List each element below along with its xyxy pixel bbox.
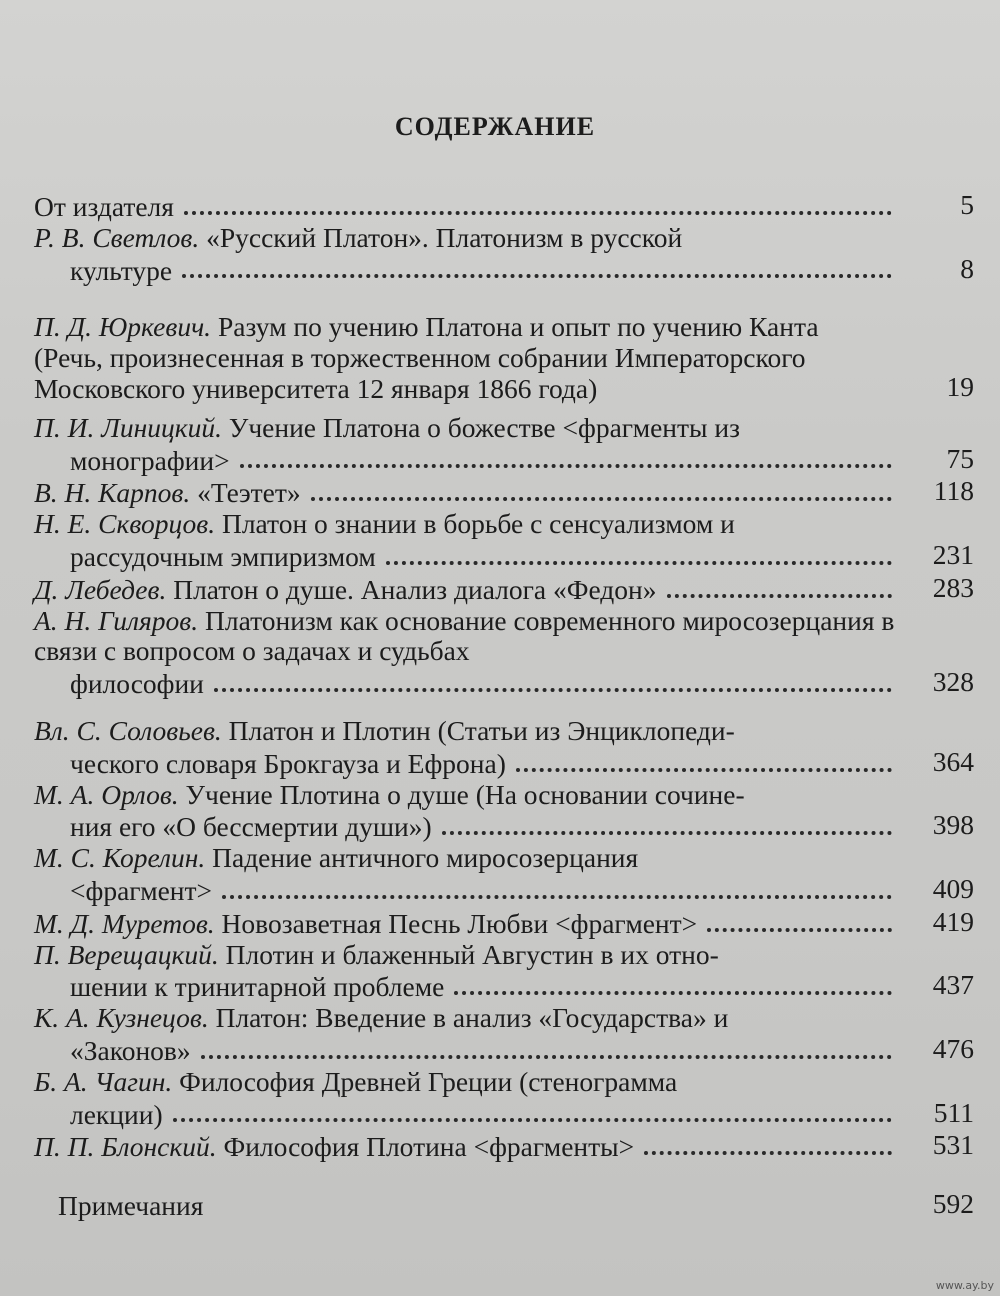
dot-leader [442, 831, 892, 835]
dot-leader [184, 211, 892, 215]
toc-entry [58, 1189, 974, 1222]
entry-author: Н. Е. Скворцов. [34, 508, 216, 540]
dot-leader [311, 497, 892, 501]
entry-title: П. Д. Юркевич. Разум по учению Платона и опыт по учению Канта (Речь, произнесенная в торжественном собрании Императорского Московского университета 12 января 1866 года) [34, 311, 819, 404]
toc-entry-continuation [34, 810, 974, 843]
toc-entry [34, 1130, 974, 1163]
dot-leader [707, 928, 892, 932]
toc-entry-continuation [34, 667, 974, 700]
page-number: 231 [932, 538, 974, 570]
dot-leader [667, 594, 892, 598]
entry-author: К. А. Кузнецов. [34, 1002, 209, 1034]
entry-title: Вл. С. Соловьев. Платон и Плотин (Статьи из Энциклопеди- [34, 714, 735, 746]
page-number: 592 [932, 1188, 974, 1220]
dot-leader [240, 464, 892, 468]
toc-entry-continuation [34, 1098, 974, 1131]
entry-title: Д. Лебедев. Платон о душе. Анализ диалога «Федон» [34, 573, 657, 605]
page-number: 364 [932, 745, 974, 777]
toc-entry [34, 606, 974, 668]
entry-continuation: монографии> [70, 444, 230, 476]
entry-title: М. С. Корелин. Падение античного миросозерцания [34, 842, 639, 874]
entry-author: П. И. Линицкий. [34, 411, 222, 443]
toc-entry [34, 1067, 974, 1098]
entry-continuation: ческого словаря Брокгауза и Ефрона) [70, 747, 506, 779]
entry-author: А. Н. Гиляров. [34, 604, 199, 636]
watermark: www.ay.by [935, 1279, 994, 1292]
page-number: 511 [933, 1096, 974, 1128]
dot-leader [454, 991, 892, 995]
page-number: 476 [932, 1032, 974, 1064]
toc-entry [34, 573, 974, 606]
toc-entry-continuation [34, 970, 974, 1003]
entry-continuation: «Законов» [70, 1034, 191, 1066]
toc-entry [34, 716, 974, 747]
page-number: 531 [932, 1129, 974, 1161]
toc-entry [34, 509, 974, 540]
entry-title: А. Н. Гиляров. Платонизм как основание современного миросозерцания в связи с вопросом о задачах и судьбах [34, 604, 895, 667]
entry-title: П. И. Линицкий. Учение Платона о божестве <фрагменты из [34, 411, 740, 443]
toc-entry [34, 907, 974, 940]
toc-entry [34, 780, 974, 811]
toc-entry [34, 476, 974, 509]
entry-title: От издателя [34, 191, 174, 222]
entry-title: В. Н. Карпов. «Теэтет» [34, 477, 301, 509]
entry-title: Р. В. Светлов. «Русский Платон». Платонизм в русской [34, 221, 683, 253]
dot-leader [386, 561, 892, 565]
entry-continuation: философии [70, 668, 204, 700]
entry-title: Б. А. Чагин. Философия Древней Греции (стенограмма [34, 1065, 678, 1097]
toc-entry-continuation [34, 747, 974, 780]
entry-author: Вл. С. Соловьев. [34, 714, 222, 746]
dot-leader [201, 1055, 892, 1059]
entry-author: М. А. Орлов. [34, 778, 179, 810]
page-number: 419 [932, 905, 974, 937]
page-number: 19 [946, 370, 974, 402]
entry-continuation: ния его «О бессмертии души») [70, 811, 432, 843]
entry-author: Б. А. Чагин. [34, 1065, 173, 1097]
page-number: 283 [932, 571, 974, 603]
entry-author: П. Верещацкий. [34, 938, 219, 970]
entry-author: В. Н. Карпов. [34, 477, 191, 509]
table-of-contents [34, 190, 974, 1222]
dot-leader [222, 895, 892, 899]
entry-title: М. А. Орлов. Учение Плотина о душе (На основании сочине- [34, 778, 745, 810]
entry-author: Д. Лебедев. [34, 573, 167, 605]
toc-entry [34, 940, 974, 971]
toc-entry [34, 223, 974, 254]
entry-author: М. С. Корелин. [34, 842, 206, 874]
toc-entry-continuation [34, 540, 974, 573]
page-number: 398 [932, 809, 974, 841]
toc-entry [34, 190, 974, 223]
dot-leader [214, 688, 892, 692]
page-number: 328 [932, 666, 974, 698]
page-title: СОДЕРЖАНИЕ [394, 112, 596, 141]
entry-continuation: шении к тринитарной проблеме [70, 971, 445, 1003]
entry-title: Примечания [58, 1190, 204, 1222]
page-number: 8 [960, 252, 974, 284]
toc-entry [34, 1003, 974, 1034]
dot-leader [182, 274, 892, 278]
entry-author: М. Д. Муретов. [34, 907, 215, 939]
entry-continuation: культуре [70, 254, 173, 286]
entry-author: П. П. Блонский. [34, 1131, 217, 1163]
dot-leader [644, 1151, 892, 1155]
page-number: 5 [960, 189, 974, 220]
toc-entry [34, 312, 974, 404]
dot-leader [516, 768, 892, 772]
page-number: 75 [946, 442, 974, 474]
entry-title: К. А. Кузнецов. Платон: Введение в анализ «Государства» и [34, 1002, 729, 1034]
entry-author: Р. В. Светлов. [34, 221, 200, 253]
entry-continuation: <фрагмент> [70, 874, 213, 906]
toc-entry-continuation [34, 1034, 974, 1067]
entry-title: Н. Е. Скворцов. Платон о знании в борьбе с сенсуализмом и [34, 508, 735, 540]
entry-continuation: рассудочным эмпиризмом [70, 540, 376, 572]
entry-continuation: лекции) [70, 1098, 163, 1130]
toc-entry-continuation [34, 874, 974, 907]
toc-entry-continuation [34, 444, 974, 477]
page-number: 437 [932, 969, 974, 1001]
toc-entry [34, 413, 974, 444]
entry-title: П. Верещацкий. Плотин и блаженный Августин в их отно- [34, 938, 719, 970]
entry-title: М. Д. Муретов. Новозаветная Песнь Любви <фрагмент> [34, 907, 698, 939]
toc-entry [34, 843, 974, 874]
toc-entry-continuation [34, 254, 974, 287]
dot-leader [173, 1118, 892, 1122]
page-number: 118 [933, 475, 974, 507]
entry-author: П. Д. Юркевич. [34, 311, 212, 343]
page-number: 409 [932, 872, 974, 904]
entry-title: П. П. Блонский. Философия Плотина <фрагменты> [34, 1131, 635, 1163]
